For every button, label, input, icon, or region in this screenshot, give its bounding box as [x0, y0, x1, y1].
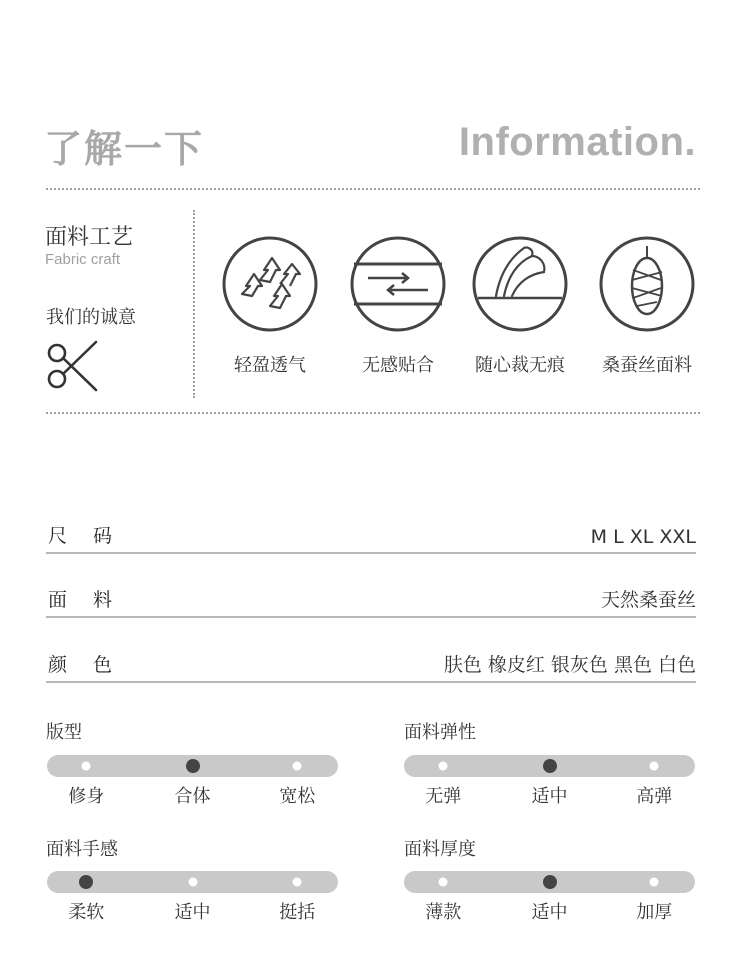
craft-title: 面料工艺	[45, 225, 134, 250]
slider-option-label: 宽松	[279, 786, 316, 807]
spec-row-color	[46, 651, 696, 683]
spec-key: 颜色	[48, 654, 139, 676]
slider-option-label: 加厚	[636, 902, 673, 923]
slider-title-thickness: 面料厚度	[404, 839, 476, 860]
spec-value: 肤色 橡皮红 银灰色 黑色 白色	[443, 654, 696, 676]
slider-option-label: 薄款	[425, 902, 462, 923]
slider-dot	[188, 878, 197, 887]
slider-option-label: 柔软	[68, 902, 105, 923]
craft-subtitle: Fabric craft	[45, 251, 121, 268]
feature-label: 无感贴合	[362, 355, 434, 376]
feature-seamless	[460, 234, 580, 377]
divider-middle	[46, 412, 700, 414]
slider-dot-selected	[186, 759, 200, 773]
scissors-icon	[44, 340, 100, 392]
page-title-en: Information.	[458, 120, 696, 164]
breathable-arrows-icon	[220, 234, 320, 334]
slider-title-elasticity: 面料弹性	[404, 722, 476, 743]
sincerity-label: 我们的诚意	[46, 307, 136, 328]
slider-options-feel	[47, 898, 338, 922]
slider-option-label: 适中	[531, 786, 568, 807]
page-title-cn: 了解一下	[44, 127, 205, 171]
slider-options-fit	[47, 782, 338, 806]
silkworm-cocoon-icon	[597, 234, 697, 334]
spec-key: 尺码	[48, 525, 139, 547]
slider-dot	[439, 878, 448, 887]
slider-option-label: 适中	[531, 902, 568, 923]
slider-track-fit	[47, 755, 338, 777]
slider-dot-selected	[543, 759, 557, 773]
spec-key: 面料	[48, 589, 139, 611]
vertical-divider	[193, 210, 195, 398]
slider-option-label: 适中	[174, 902, 211, 923]
slider-option-label: 高弹	[636, 786, 673, 807]
spec-row-fabric	[46, 586, 696, 618]
slider-title-feel: 面料手感	[46, 839, 118, 860]
feature-fit	[338, 234, 458, 377]
slider-options-thickness	[404, 898, 695, 922]
slider-track-elasticity	[404, 755, 695, 777]
feature-breathable	[210, 234, 330, 377]
slider-dot	[650, 762, 659, 771]
slider-option-label: 挺括	[279, 902, 316, 923]
spec-row-size	[46, 522, 696, 554]
spec-value: M L XL XXL	[590, 526, 696, 548]
slider-track-thickness	[404, 871, 695, 893]
slider-dot-selected	[543, 875, 557, 889]
feature-label: 随心裁无痕	[475, 355, 565, 376]
slider-option-label: 合体	[174, 786, 211, 807]
feature-silk	[587, 234, 707, 377]
divider-top	[46, 188, 700, 190]
seamless-cut-icon	[470, 234, 570, 334]
slider-options-elasticity	[404, 782, 695, 806]
slider-title-fit: 版型	[46, 722, 82, 743]
spec-value: 天然桑蚕丝	[600, 589, 696, 611]
slider-dot-selected	[79, 875, 93, 889]
slider-option-label: 无弹	[425, 786, 462, 807]
slider-dot	[82, 762, 91, 771]
slider-option-label: 修身	[68, 786, 105, 807]
slider-dot	[293, 878, 302, 887]
slider-track-feel	[47, 871, 338, 893]
feature-label: 轻盈透气	[234, 355, 306, 376]
slider-dot	[650, 878, 659, 887]
slider-dot	[439, 762, 448, 771]
feature-label: 桑蚕丝面料	[602, 355, 692, 376]
slider-dot	[293, 762, 302, 771]
fit-arrows-icon	[348, 234, 448, 334]
